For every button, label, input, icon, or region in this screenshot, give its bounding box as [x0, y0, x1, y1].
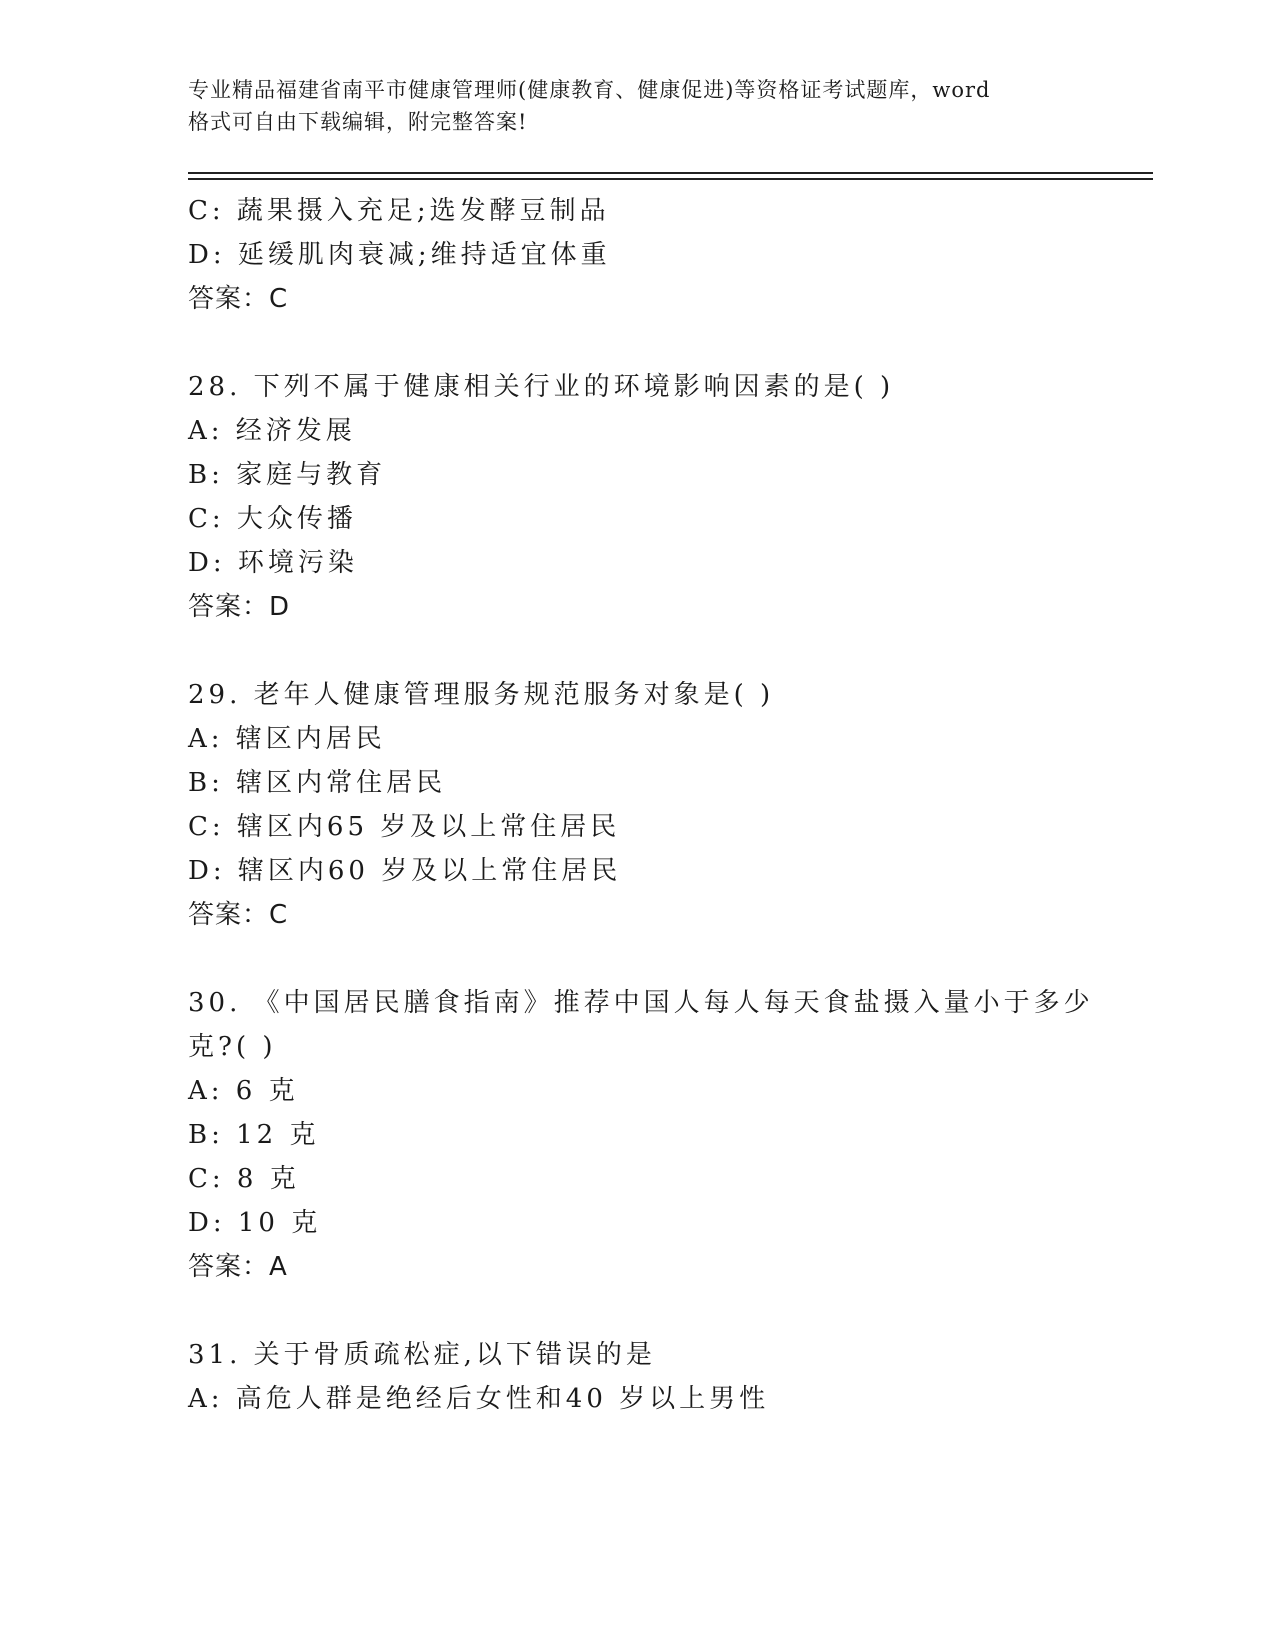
- question-line: 28. 下列不属于健康相关行业的环境影响因素的是( ): [188, 372, 895, 402]
- option-line: C: 蔬果摄入充足;选发酵豆制品: [188, 196, 610, 226]
- question-line: 29. 老年人健康管理服务规范服务对象是( ): [188, 680, 775, 710]
- question-line: 克?( ): [188, 1032, 277, 1062]
- answer-line: 答案：C: [188, 900, 289, 930]
- option-line: D: 辖区内60 岁及以上常住居民: [188, 856, 622, 886]
- page-header: [188, 74, 1088, 138]
- option-line: C: 辖区内65 岁及以上常住居民: [188, 812, 621, 842]
- answer-line: 答案：D: [188, 592, 291, 622]
- option-line: A: 6 克: [188, 1076, 299, 1106]
- header-line-2: 格式可自由下载编辑，附完整答案!: [188, 110, 528, 134]
- option-line: D: 环境污染: [188, 548, 358, 578]
- option-line: A: 经济发展: [188, 416, 356, 446]
- option-line: A: 辖区内居民: [188, 724, 386, 754]
- option-line: C: 大众传播: [188, 504, 357, 534]
- header-rule-bottom: [188, 178, 1153, 180]
- option-line: B: 辖区内常住居民: [188, 768, 447, 798]
- option-line: D: 延缓肌肉衰减;维持适宜体重: [188, 240, 611, 270]
- option-line: C: 8 克: [188, 1164, 300, 1194]
- option-line: B: 12 克: [188, 1120, 320, 1150]
- option-line: B: 家庭与教育: [188, 460, 387, 490]
- answer-line: 答案：C: [188, 284, 289, 314]
- question-line: 31. 关于骨质疏松症,以下错误的是: [188, 1340, 656, 1370]
- header-line-1: 专业精品福建省南平市健康管理师(健康教育、健康促进)等资格证考试题库，word: [188, 78, 991, 102]
- answer-line: 答案：A: [188, 1252, 288, 1282]
- option-line: D: 10 克: [188, 1208, 322, 1238]
- header-rule-top: [188, 172, 1153, 174]
- question-line: 30. 《中国居民膳食指南》推荐中国人每人每天食盐摄入量小于多少: [188, 988, 1094, 1018]
- option-line: A: 高危人群是绝经后女性和40 岁以上男性: [188, 1384, 770, 1414]
